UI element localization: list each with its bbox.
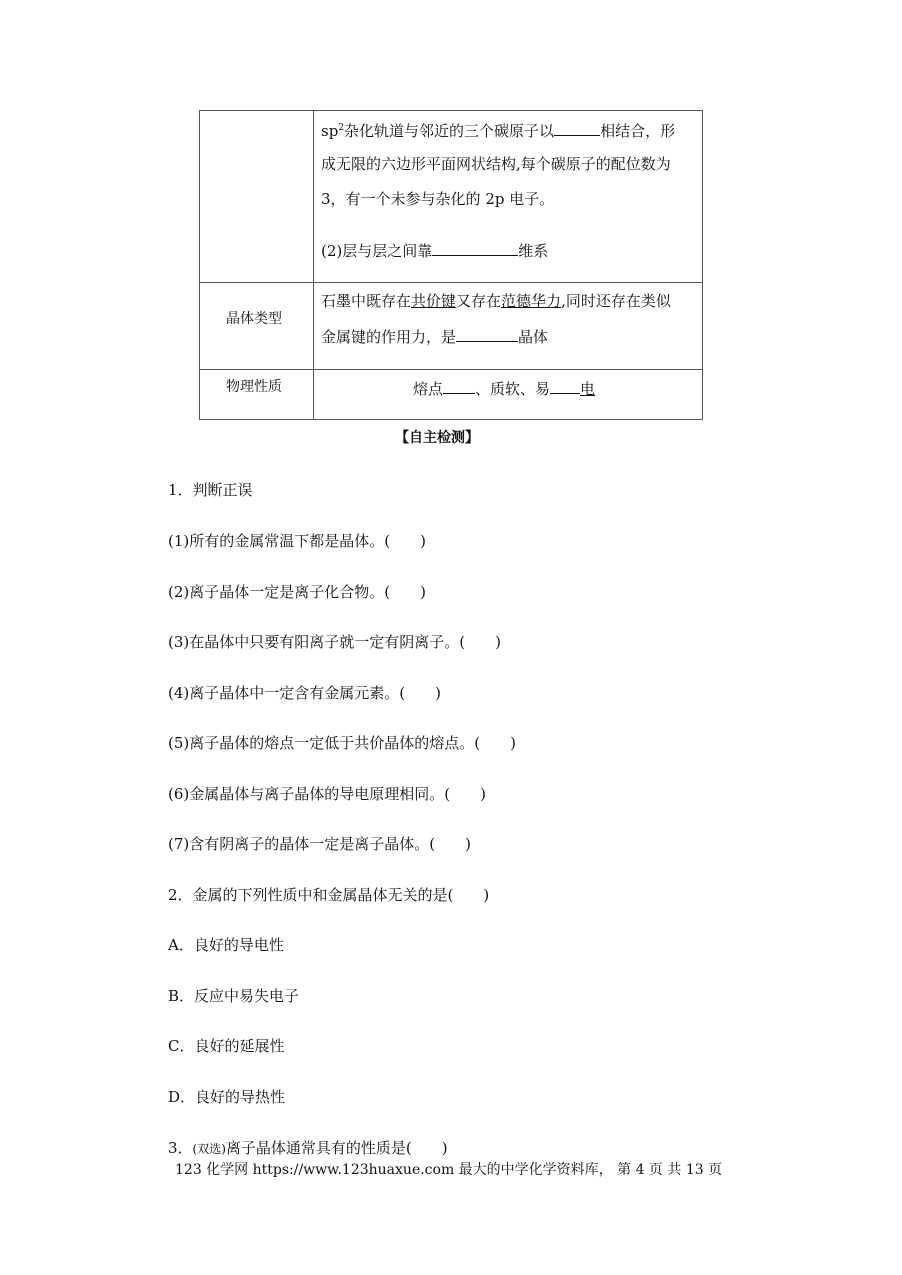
question-3-title: 3．(双选)离子晶体通常具有的性质是( ) <box>168 1139 448 1157</box>
question-2-option-b: B．反应中易失电子 <box>168 987 300 1005</box>
question-1-item: (7)含有阴离子的晶体一定是离子晶体。( ) <box>168 835 471 853</box>
crystal-type-line-2: 金属键的作用力，是 晶体 <box>321 328 549 346</box>
question-1-title: 1．判断正误 <box>168 481 253 499</box>
page-footer: 123 化学网 https://www.123huaxue.com 最大的中学化学资料库， 第 4 页 共 13 页 <box>175 1162 723 1178</box>
row-header-crystal-type: 晶体类型 <box>226 311 282 327</box>
question-1-item: (3)在晶体中只要有阳离子就一定有阴离子。( ) <box>168 633 501 651</box>
structure-line-4: (2)层与层之间靠 维系 <box>321 242 549 260</box>
table-row-divider <box>200 282 702 283</box>
fill-blank <box>443 378 475 394</box>
structure-line-2: 成无限的六边形平面网状结构,每个碳原子的配位数为 <box>321 155 671 173</box>
question-1-item: (5)离子晶体的熔点一定低于共价晶体的熔点。( ) <box>168 734 516 752</box>
table-row-divider <box>200 369 702 370</box>
question-1-item: (4)离子晶体中一定含有金属元素。( ) <box>168 684 441 702</box>
section-title: 【自主检测】 <box>395 430 479 446</box>
question-2-title: 2．金属的下列性质中和金属晶体无关的是( ) <box>168 886 490 904</box>
question-1-item: (1)所有的金属常温下都是晶体。( ) <box>168 532 426 550</box>
question-3-tag: (双选) <box>192 1142 226 1156</box>
structure-line-1: $sp^2$杂化轨道与邻近的三个碳原子以 相结合，形 <box>321 122 676 140</box>
fill-blank <box>456 326 518 342</box>
question-1-item: (2)离子晶体一定是离子化合物。( ) <box>168 583 426 601</box>
fill-blank <box>432 240 518 256</box>
crystal-type-line-1: 石墨中既存在共价键又存在范德华力,同时还存在类似 <box>321 292 671 310</box>
question-2-option-d: D．良好的导热性 <box>168 1088 286 1106</box>
question-2-option-a: A．良好的导电性 <box>168 936 284 954</box>
fill-blank <box>554 120 600 136</box>
table-column-divider <box>313 111 314 419</box>
question-2-option-c: C．良好的延展性 <box>168 1037 285 1055</box>
physical-properties-text: 熔点 、质软、易 电 <box>413 380 596 398</box>
question-1-item: (6)金属晶体与离子晶体的导电原理相同。( ) <box>168 785 486 803</box>
graphite-table <box>199 110 703 420</box>
row-header-physical-properties: 物理性质 <box>226 379 282 395</box>
structure-line-3: 3，有一个未参与杂化的 2p 电子。 <box>321 190 555 208</box>
fill-blank <box>550 378 580 394</box>
